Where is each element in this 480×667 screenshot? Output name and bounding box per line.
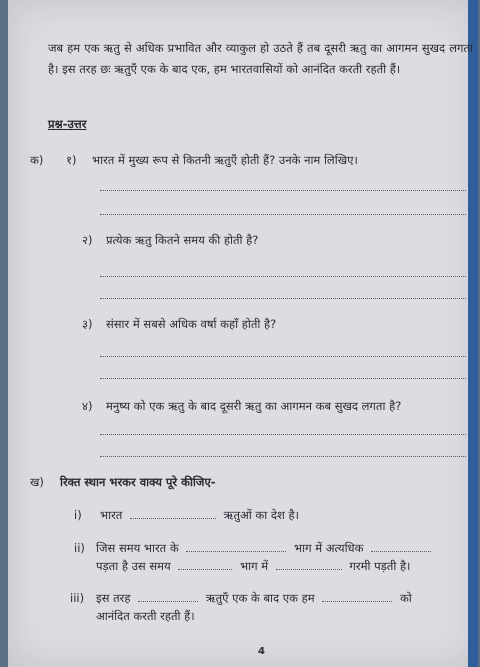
fill-ii-part1: जिस समय भारत के bbox=[96, 541, 179, 555]
q2-text: प्रत्येक ऋतु कितने समय की होती है? bbox=[106, 233, 259, 247]
fill-iii-number: iii) bbox=[70, 591, 85, 605]
fill-ii-blank-4[interactable] bbox=[276, 568, 342, 570]
fill-iii-part3: को bbox=[399, 591, 412, 605]
section-b-label: ख) bbox=[30, 475, 44, 489]
q2-number: २) bbox=[82, 233, 93, 247]
q1-text: भारत में मुख्य रूप से कितनी ऋतुएँ होती हैं? उनके नाम लिखिए। bbox=[92, 153, 358, 167]
fill-ii-part5: गरमी पड़ती है। bbox=[349, 559, 411, 573]
q1-number: १) bbox=[66, 153, 77, 167]
fill-ii-blank-1[interactable] bbox=[186, 550, 286, 552]
q4-answer-line-2[interactable] bbox=[100, 456, 466, 457]
fill-ii-blank-3[interactable] bbox=[178, 568, 232, 570]
q4-text: मनुष्य को एक ऋतु के बाद दूसरी ऋतु का आगमन कब सुखद लगता है? bbox=[106, 399, 402, 413]
fill-ii-number: ii) bbox=[74, 541, 85, 555]
fill-ii-part3: पड़ता है उस समय bbox=[96, 559, 171, 573]
q3-answer-line-2[interactable] bbox=[100, 378, 466, 379]
fill-iii-part2: ऋतुएँ एक के बाद एक हम bbox=[205, 591, 315, 605]
fill-iii-blank-1[interactable] bbox=[138, 600, 198, 602]
fill-ii-line1 bbox=[96, 540, 435, 556]
fill-i-blank[interactable] bbox=[130, 517, 216, 519]
q3-answer-line-1[interactable] bbox=[100, 356, 466, 357]
section-a-label: क) bbox=[30, 153, 44, 167]
fill-iii-line1 bbox=[96, 590, 412, 606]
fill-i-part1: भारत bbox=[100, 508, 123, 522]
worksheet-page bbox=[8, 0, 478, 667]
fill-ii-blank-2[interactable] bbox=[371, 550, 431, 552]
section-heading: प्रश्न-उत्तर bbox=[48, 117, 87, 131]
q1-answer-line-2[interactable] bbox=[100, 214, 466, 215]
q4-answer-line-1[interactable] bbox=[100, 434, 466, 435]
page-number: 4 bbox=[258, 646, 265, 657]
q2-answer-line-1[interactable] bbox=[100, 276, 466, 277]
q3-number: ३) bbox=[82, 317, 93, 331]
fill-ii-part4: भाग में bbox=[240, 559, 269, 573]
fill-i-number: i) bbox=[74, 508, 82, 522]
q2-answer-line-2[interactable] bbox=[100, 298, 466, 299]
section-b-title: रिक्त स्थान भरकर वाक्य पूरे कीजिए- bbox=[60, 475, 216, 489]
fill-iii-line2: आनंदित करती रहती हैं। bbox=[96, 609, 195, 623]
q3-text: संसार में सबसे अधिक वर्षा कहाँ होती है? bbox=[106, 317, 277, 331]
fill-iii-part1: इस तरह bbox=[96, 591, 131, 605]
q1-answer-line-1[interactable] bbox=[100, 190, 466, 191]
page-edge bbox=[468, 0, 478, 667]
intro-paragraph: जब हम एक ऋतु से अधिक प्रभावित और व्याकुल हो उठते हैं तब दूसरी ऋतु का आगमन सुखद लगता है। इस तरह छः ऋतुएँ एक के बाद एक, हम भारतवासियों को आनंदित करती रहती हैं। bbox=[48, 41, 473, 76]
fill-i-part2: ऋतुओं का देश है। bbox=[223, 508, 299, 522]
q4-number: ४) bbox=[82, 399, 93, 413]
fill-iii-blank-2[interactable] bbox=[322, 600, 392, 602]
fill-ii-part2: भाग में अत्यधिक bbox=[294, 541, 364, 555]
fill-ii-line2 bbox=[96, 558, 410, 574]
fill-i-text bbox=[100, 507, 299, 523]
